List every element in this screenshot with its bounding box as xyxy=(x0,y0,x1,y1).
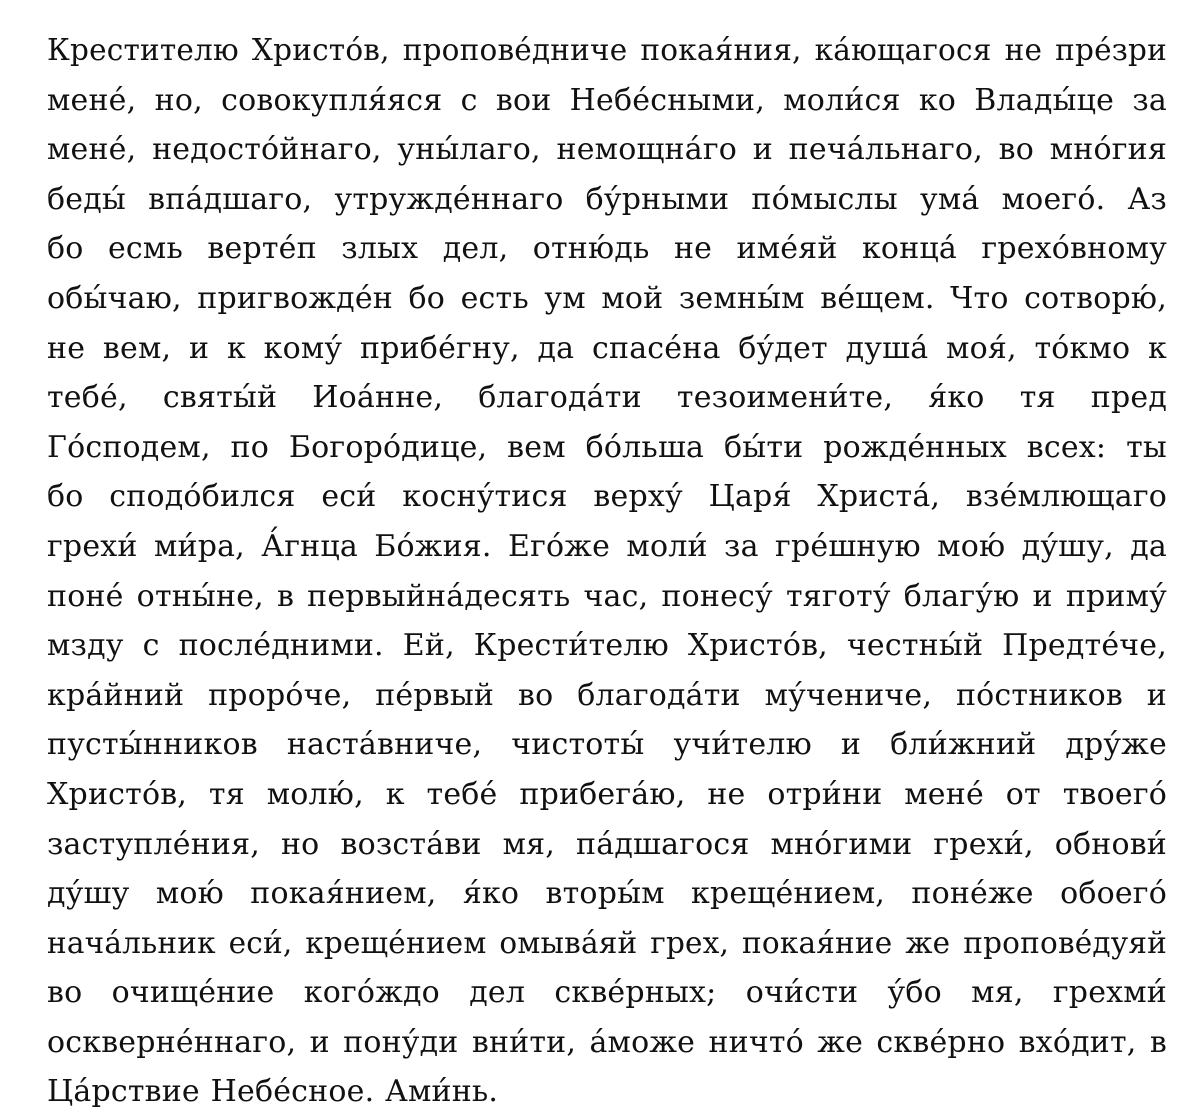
prayer-line: бо есмь верте́п злых дел, отню́дь не име́яй конца́ грехо́вному xyxy=(47,231,1167,267)
prayer-line: оскверне́ннаго, и пону́ди вни́ти, а́може ничто́ же скве́рно вхо́дит, в xyxy=(47,1024,1167,1060)
prayer-line: беды́ впа́дшаго, утружде́ннаго бу́рными по́мыслы ума́ моего́. Аз xyxy=(47,181,1167,217)
prayer-line: заступле́ния, но возста́ви мя, па́дшагося мно́гими грехи́, обнови́ xyxy=(47,826,1167,862)
prayer-line: Го́сподем, по Богоро́дице, вем бо́льша бы́ти рожде́нных всех: ты xyxy=(47,429,1167,465)
prayer-line: мене́, недосто́йнаго, уны́лаго, немощна́го и печа́льнаго, во мно́гия xyxy=(47,132,1167,168)
prayer-line: нача́льник еси́, креще́нием омыва́яй грех, покая́ние же пропове́дуяй xyxy=(47,925,1167,960)
prayer-line: обы́чаю, пригвожде́н бо есть ум мой земны́м ве́щем. Что сотворю́, xyxy=(47,280,1167,316)
prayer-line: ду́шу мою́ покая́нием, я́ко вторы́м креще́нием, поне́же обоего́ xyxy=(47,876,1167,912)
prayer-line: пусты́нников наста́вниче, чистоты́ учи́телю и бли́жний дру́же xyxy=(47,727,1167,763)
prayer-line: кра́йний проро́че, пе́рвый во благода́ти му́чениче, по́стников и xyxy=(47,677,1167,713)
prayer-line: грехи́ ми́ра, А́гнца Бо́жия. Его́же моли́ за гре́шную мою́ ду́шу, да xyxy=(47,528,1167,564)
prayer-line: мене́, но, совокупля́яся с вои Небе́сными, моли́ся ко Влады́це за xyxy=(47,82,1167,118)
prayer-line: поне́ отны́не, в первыйна́десять час, понесу́ тяготу́ благу́ю и приму́ xyxy=(47,578,1167,614)
prayer-line: Ца́рствие Небе́сное. Ами́нь. xyxy=(47,1074,499,1110)
prayer-line: бо сподо́бился еси́ косну́тися верху́ Царя́ Христа́, взе́млющаго xyxy=(47,479,1167,515)
prayer-line: Христо́в, тя молю́, к тебе́ прибега́ю, не отри́ни мене́ от твоего́ xyxy=(47,776,1167,812)
prayer-line: не вем, и к кому́ прибе́гну, да спасе́на бу́дет душа́ моя́, то́кмо к xyxy=(47,330,1167,366)
prayer-line: во очище́ние кого́ждо дел скве́рных; очи́сти у́бо мя, грехми́ xyxy=(47,975,1167,1011)
prayer-text xyxy=(47,26,1167,1117)
prayer-line: Крестителю Христо́в, пропове́дниче покая́ния, ка́ющагося не пре́зри xyxy=(47,33,1167,67)
prayer-line: тебе́, святы́й Иоа́нне, благода́ти тезоимени́те, я́ко тя пред xyxy=(47,380,1167,416)
prayer-line: мзду с после́дними. Ей, Крести́телю Христо́в, честны́й Предте́че, xyxy=(47,628,1167,664)
